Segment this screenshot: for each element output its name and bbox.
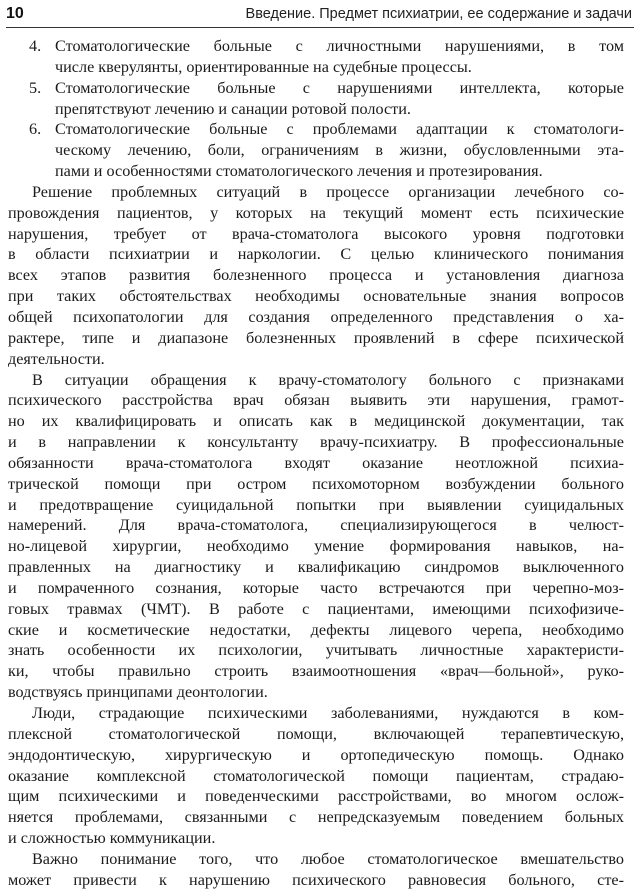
paragraph-line: говых травмах (ЧМТ). В работе с пациентами, имеющими психофизиче- xyxy=(8,599,624,618)
list-item-5 xyxy=(8,78,624,120)
page-body xyxy=(8,36,624,891)
paragraph-line: ские и косметические недостатки, дефекты лицевого черепа, необходимо xyxy=(8,620,624,639)
paragraph-line: ки, чтобы правильно строить взаимоотношения «врач—больной», руко- xyxy=(8,662,624,681)
paragraph-line: обязанности врача-стоматолога входят оказание неотложной психиа- xyxy=(8,453,624,472)
paragraph-line: деятельности. xyxy=(8,349,105,368)
list-item-line: пами и особенностями стоматологического лечения и протезирования. xyxy=(55,162,543,181)
paragraph-line: провождения пациентов, у которых на текущий момент есть психические xyxy=(8,203,624,222)
paragraph-4 xyxy=(8,849,624,891)
page-header xyxy=(0,0,640,30)
paragraph-line: Люди, страдающие психическими заболеваниями, нуждаются в ком- xyxy=(32,704,624,722)
paragraph-line: и в направлении к консультанту врачу-психиатру. В профессиональные xyxy=(8,433,624,452)
paragraph-line: В ситуации обращения к врачу-стоматологу больного с признаками xyxy=(32,370,624,389)
list-item-line xyxy=(8,36,624,57)
paragraph-3 xyxy=(8,703,624,849)
paragraph-line: и сложностью коммуникации. xyxy=(8,829,216,848)
paragraph-1 xyxy=(8,182,624,370)
paragraph-line: правленных на диагностику и квалификацию синдромов выключенного xyxy=(8,558,624,577)
running-title: Введение. Предмет психиатрии, ее содержание и задачи xyxy=(245,6,632,22)
list-item-text: Стоматологические больные с проблемами адаптации к стоматологи- xyxy=(55,120,624,139)
paragraph-line: общей психопатологии для создания определенного представления о ха- xyxy=(8,307,624,326)
paragraph-line: плексной стоматологической помощи, включающей терапевтическую, xyxy=(8,724,624,743)
paragraph-line: трической помощи при остром психомоторном возбуждении больного xyxy=(8,474,624,493)
list-item-line: ческому лечению, боли, ограничениям в жизни, обусловленными эта- xyxy=(55,141,624,160)
paragraph-line: щим психическими и поведенческими расстройствами, во многом ослож- xyxy=(8,787,624,806)
paragraph-line: эндодонтическую, хирургическую и ортопедическую помощь. Однако xyxy=(8,745,624,764)
paragraph-line: водствуясь принципами деонтологии. xyxy=(8,683,268,702)
paragraph-line: может привести к нарушению психического равновесия больного, сте- xyxy=(8,870,624,889)
list-item-number: 4. xyxy=(29,37,42,55)
list-item-text: Стоматологические больные с личностными нарушениями, в том xyxy=(55,37,624,55)
list-item-text: Стоматологические больные с нарушениями интеллекта, которые xyxy=(55,78,624,97)
list-item-line xyxy=(8,119,624,140)
paragraph-line: при таких обстоятельствах необходимы основательные знания вопросов xyxy=(8,287,624,306)
list-item-4 xyxy=(8,36,624,78)
paragraph-line: рактере, типе и диапазоне болезненных проявлений в сфере психической xyxy=(8,328,624,347)
paragraph-line: Важно понимание того, что любое стоматологическое вмешательство xyxy=(32,849,624,868)
paragraph-line: в области психиатрии и наркологии. С целью клинического понимания xyxy=(8,245,624,264)
paragraph-line: и предотвращение суицидальной попытки при выявлении суицидальных xyxy=(8,495,624,514)
paragraph-line: нарушения, требует от врача-стоматолога высокого уровня подготовки xyxy=(8,224,624,243)
list-item-line: препятствуют лечению и санации ротовой полости. xyxy=(55,99,411,118)
paragraph-line: всех этапов развития болезненного процесса и установления диагноза xyxy=(8,266,624,285)
list-item-number: 5. xyxy=(29,78,42,97)
paragraph-line: оказание комплексной стоматологической помощи пациентам, страдаю- xyxy=(8,766,624,785)
list-item-line: числе кверулянты, ориентированные на судебные процессы. xyxy=(55,57,472,76)
paragraph-line: психического расстройства врач обязан выявить эти нарушения, грамот- xyxy=(8,391,624,410)
paragraph-line: и помраченного сознания, которые часто встречаются при черепно-моз- xyxy=(8,578,624,597)
paragraph-line: намерений. Для врача-стоматолога, специализирующегося в челюст- xyxy=(8,516,624,535)
list-item-6 xyxy=(8,119,624,182)
page-number: 10 xyxy=(6,5,24,22)
list-item-line xyxy=(8,78,624,99)
paragraph-line: но-лицевой хирургии, необходимо умение формирования навыков, на- xyxy=(8,537,624,556)
paragraph-line: но их квалифицировать и описать как в медицинской документации, так xyxy=(8,412,624,431)
list-item-number: 6. xyxy=(29,120,42,139)
paragraph-2 xyxy=(8,370,624,704)
header-rule xyxy=(6,27,634,28)
paragraph-line: Решение проблемных ситуаций в процессе организации лечебного со- xyxy=(32,182,624,201)
paragraph-line: няется проблемами, связанными с непредсказуемым поведением больных xyxy=(8,808,624,827)
paragraph-line: знать особенности их психологии, учитывать личностные характеристи- xyxy=(8,641,624,660)
